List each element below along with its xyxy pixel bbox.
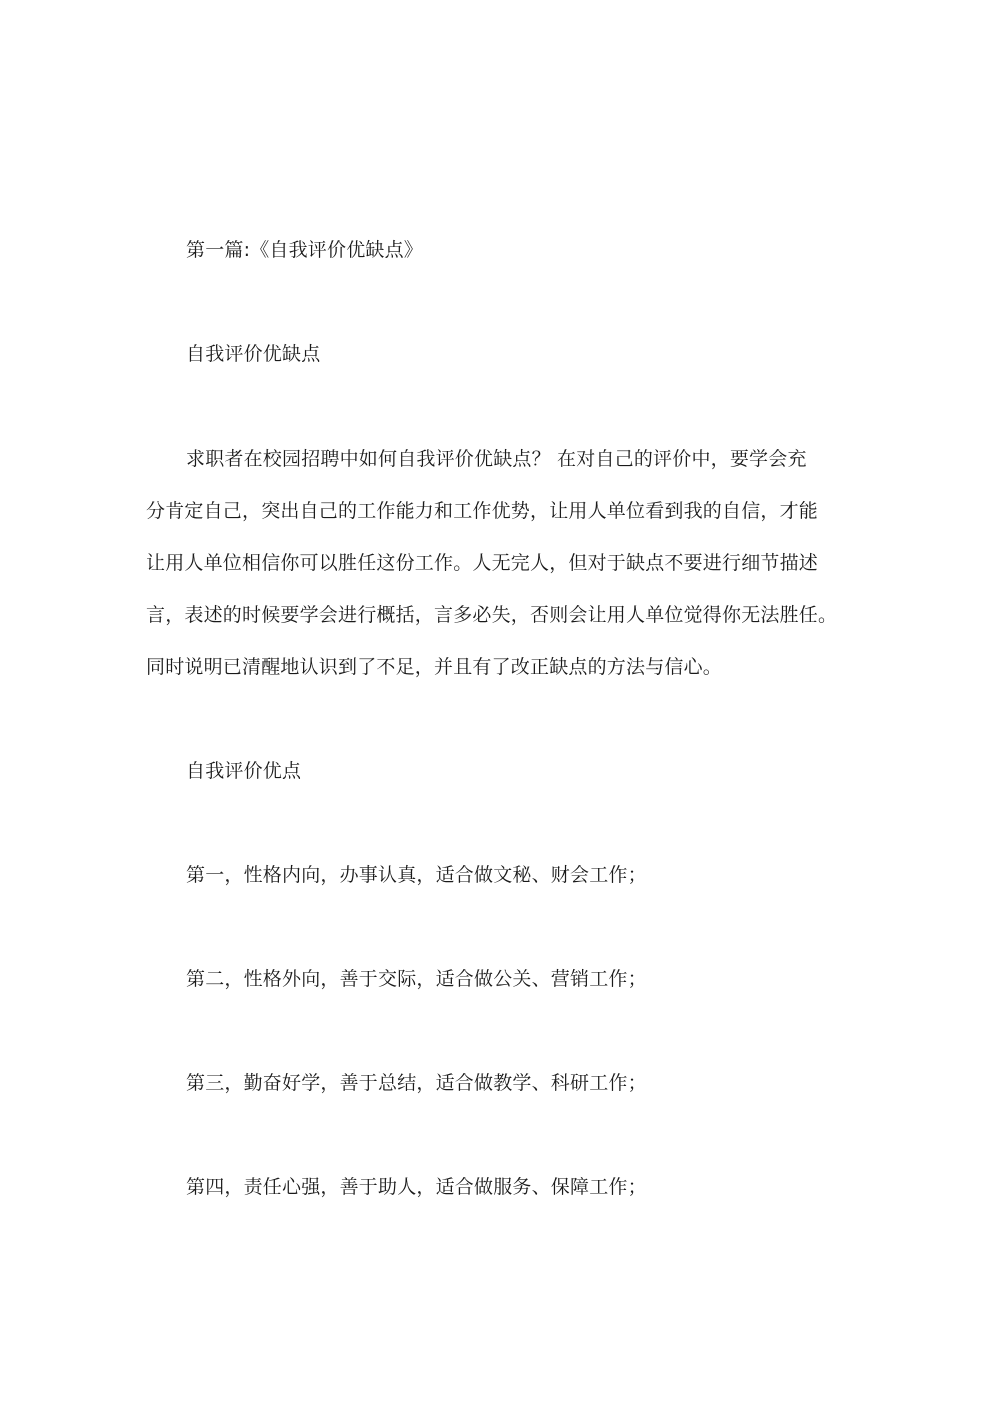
section-title: 自我评价优缺点 [186,343,321,365]
chapter-title: 第一篇:《自我评价优缺点》 [186,239,424,261]
list-item: 第二，性格外向，善于交际，适合做公关、营销工作； [186,968,647,990]
paragraph-line: 言，表述的时候要学会进行概括，言多必失，否则会让用人单位觉得你无法胜任。 [146,604,838,626]
paragraph-line: 求职者在校园招聘中如何自我评价优缺点？ 在对自己的评价中，要学会充 [186,448,807,470]
list-item: 第一，性格内向，办事认真，适合做文秘、财会工作； [186,864,647,886]
paragraph-line: 同时说明已清醒地认识到了不足，并且有了改正缺点的方法与信心。 [146,656,723,678]
list-item: 第三，勤奋好学，善于总结，适合做教学、科研工作； [186,1072,647,1094]
strengths-heading: 自我评价优点 [186,760,302,782]
paragraph-line: 让用人单位相信你可以胜任这份工作。人无完人，但对于缺点不要进行细节描述 [146,552,819,574]
paragraph-line: 分肯定自己，突出自己的工作能力和工作优势，让用人单位看到我的自信，才能 [146,500,819,522]
list-item: 第四，责任心强，善于助人，适合做服务、保障工作； [186,1176,647,1198]
